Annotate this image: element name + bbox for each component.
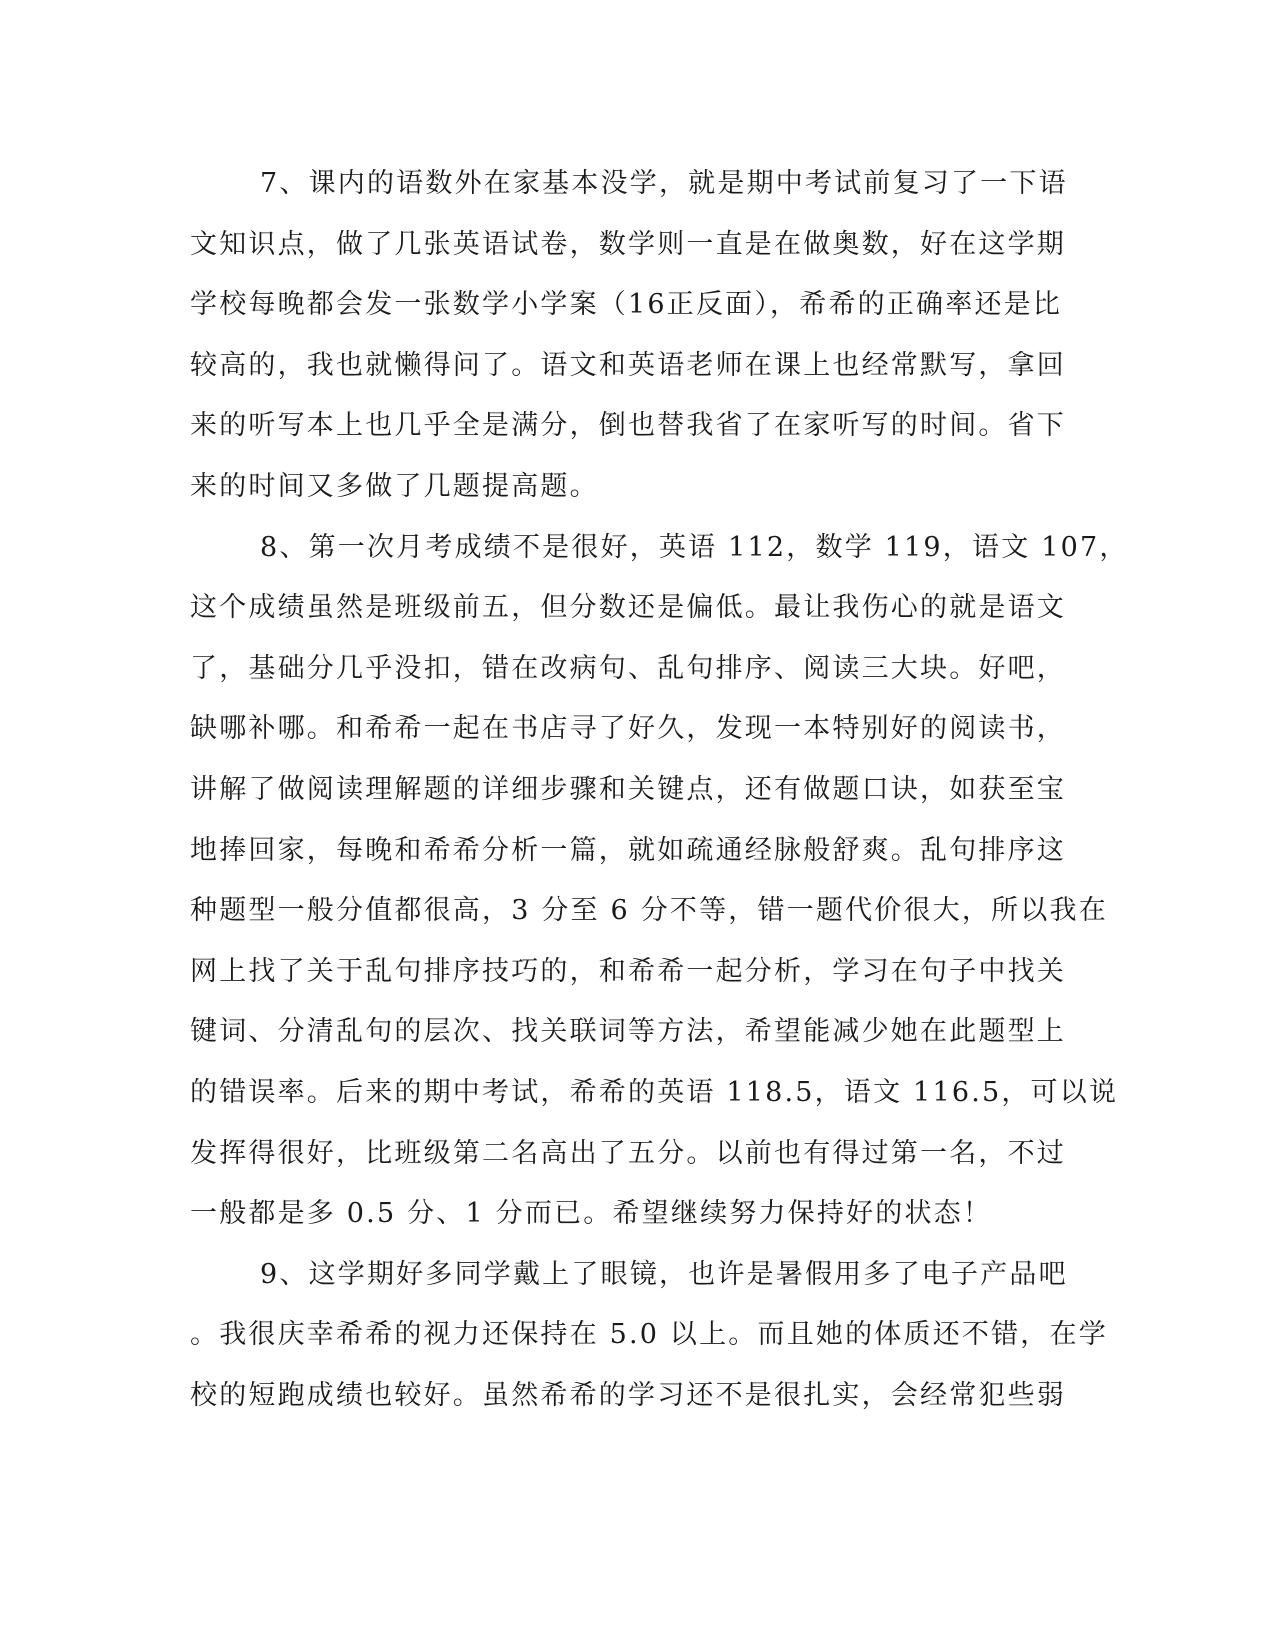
paragraph-9 <box>190 1245 1108 1427</box>
paragraph-8 <box>190 518 1129 1245</box>
text-line: 9、这学期好多同学戴上了眼镜，也许是暑假用多了电子产品吧 <box>260 1258 1068 1290</box>
text-line: 种题型一般分值都很高，3 分至 6 分不等，错一题代价很大，所以我在 <box>190 895 1108 927</box>
text-line: 一般都是多 0.5 分、1 分而已。希望继续努力保持好的状态！ <box>190 1198 993 1230</box>
text-line: 文知识点，做了几张英语试卷，数学则一直是在做奥数，好在这学期 <box>190 228 1066 260</box>
text-line: 缺哪补哪。和希希一起在书店寻了好久，发现一本特别好的阅读书， <box>190 713 1066 745</box>
text-line: 校的短跑成绩也较好。虽然希希的学习还不是很扎实，会经常犯些弱 <box>190 1379 1066 1411</box>
text-line: 讲解了做阅读理解题的详细步骤和关键点，还有做题口诀，如获至宝 <box>190 773 1066 805</box>
text-line: 发挥得很好，比班级第二名高出了五分。以前也有得过第一名，不过 <box>190 1137 1066 1169</box>
text-line: 地捧回家，每晚和希希分析一篇，就如疏通经脉般舒爽。乱句排序这 <box>190 834 1066 866</box>
text-line: 7、课内的语数外在家基本没学，就是期中考试前复习了一下语 <box>260 168 1068 199</box>
text-line: 来的时间又多做了几题提高题。 <box>190 470 599 502</box>
text-line: 来的听写本上也几乎全是满分，倒也替我省了在家听写的时间。省下 <box>190 410 1066 442</box>
paragraph-7 <box>190 154 1085 518</box>
text-line: 了，基础分几乎没扣，错在改病句、乱句排序、阅读三大块。好吧， <box>190 652 1066 684</box>
text-line: 8、第一次月考成绩不是很好，英语 112，数学 119，语文 107， <box>260 531 1129 563</box>
text-line: 这个成绩虽然是班级前五，但分数还是偏低。最让我伤心的就是语文 <box>190 592 1066 624</box>
text-line: 较高的，我也就懒得问了。语文和英语老师在课上也经常默写，拿回 <box>190 349 1066 381</box>
text-line: 网上找了关于乱句排序技巧的，和希希一起分析，学习在句子中找关 <box>190 955 1066 987</box>
text-line: 键词、分清乱句的层次、找关联词等方法，希望能减少她在此题型上 <box>190 1016 1066 1048</box>
text-line: 的错误率。后来的期中考试，希希的英语 118.5，语文 116.5，可以说 <box>190 1076 1119 1108</box>
text-line: 。我很庆幸希希的视力还保持在 5.0 以上。而且她的体质还不错，在学 <box>190 1319 1108 1351</box>
text-line: 学校每晚都会发一张数学小学案（16正反面），希希的正确率还是比 <box>190 289 1063 321</box>
